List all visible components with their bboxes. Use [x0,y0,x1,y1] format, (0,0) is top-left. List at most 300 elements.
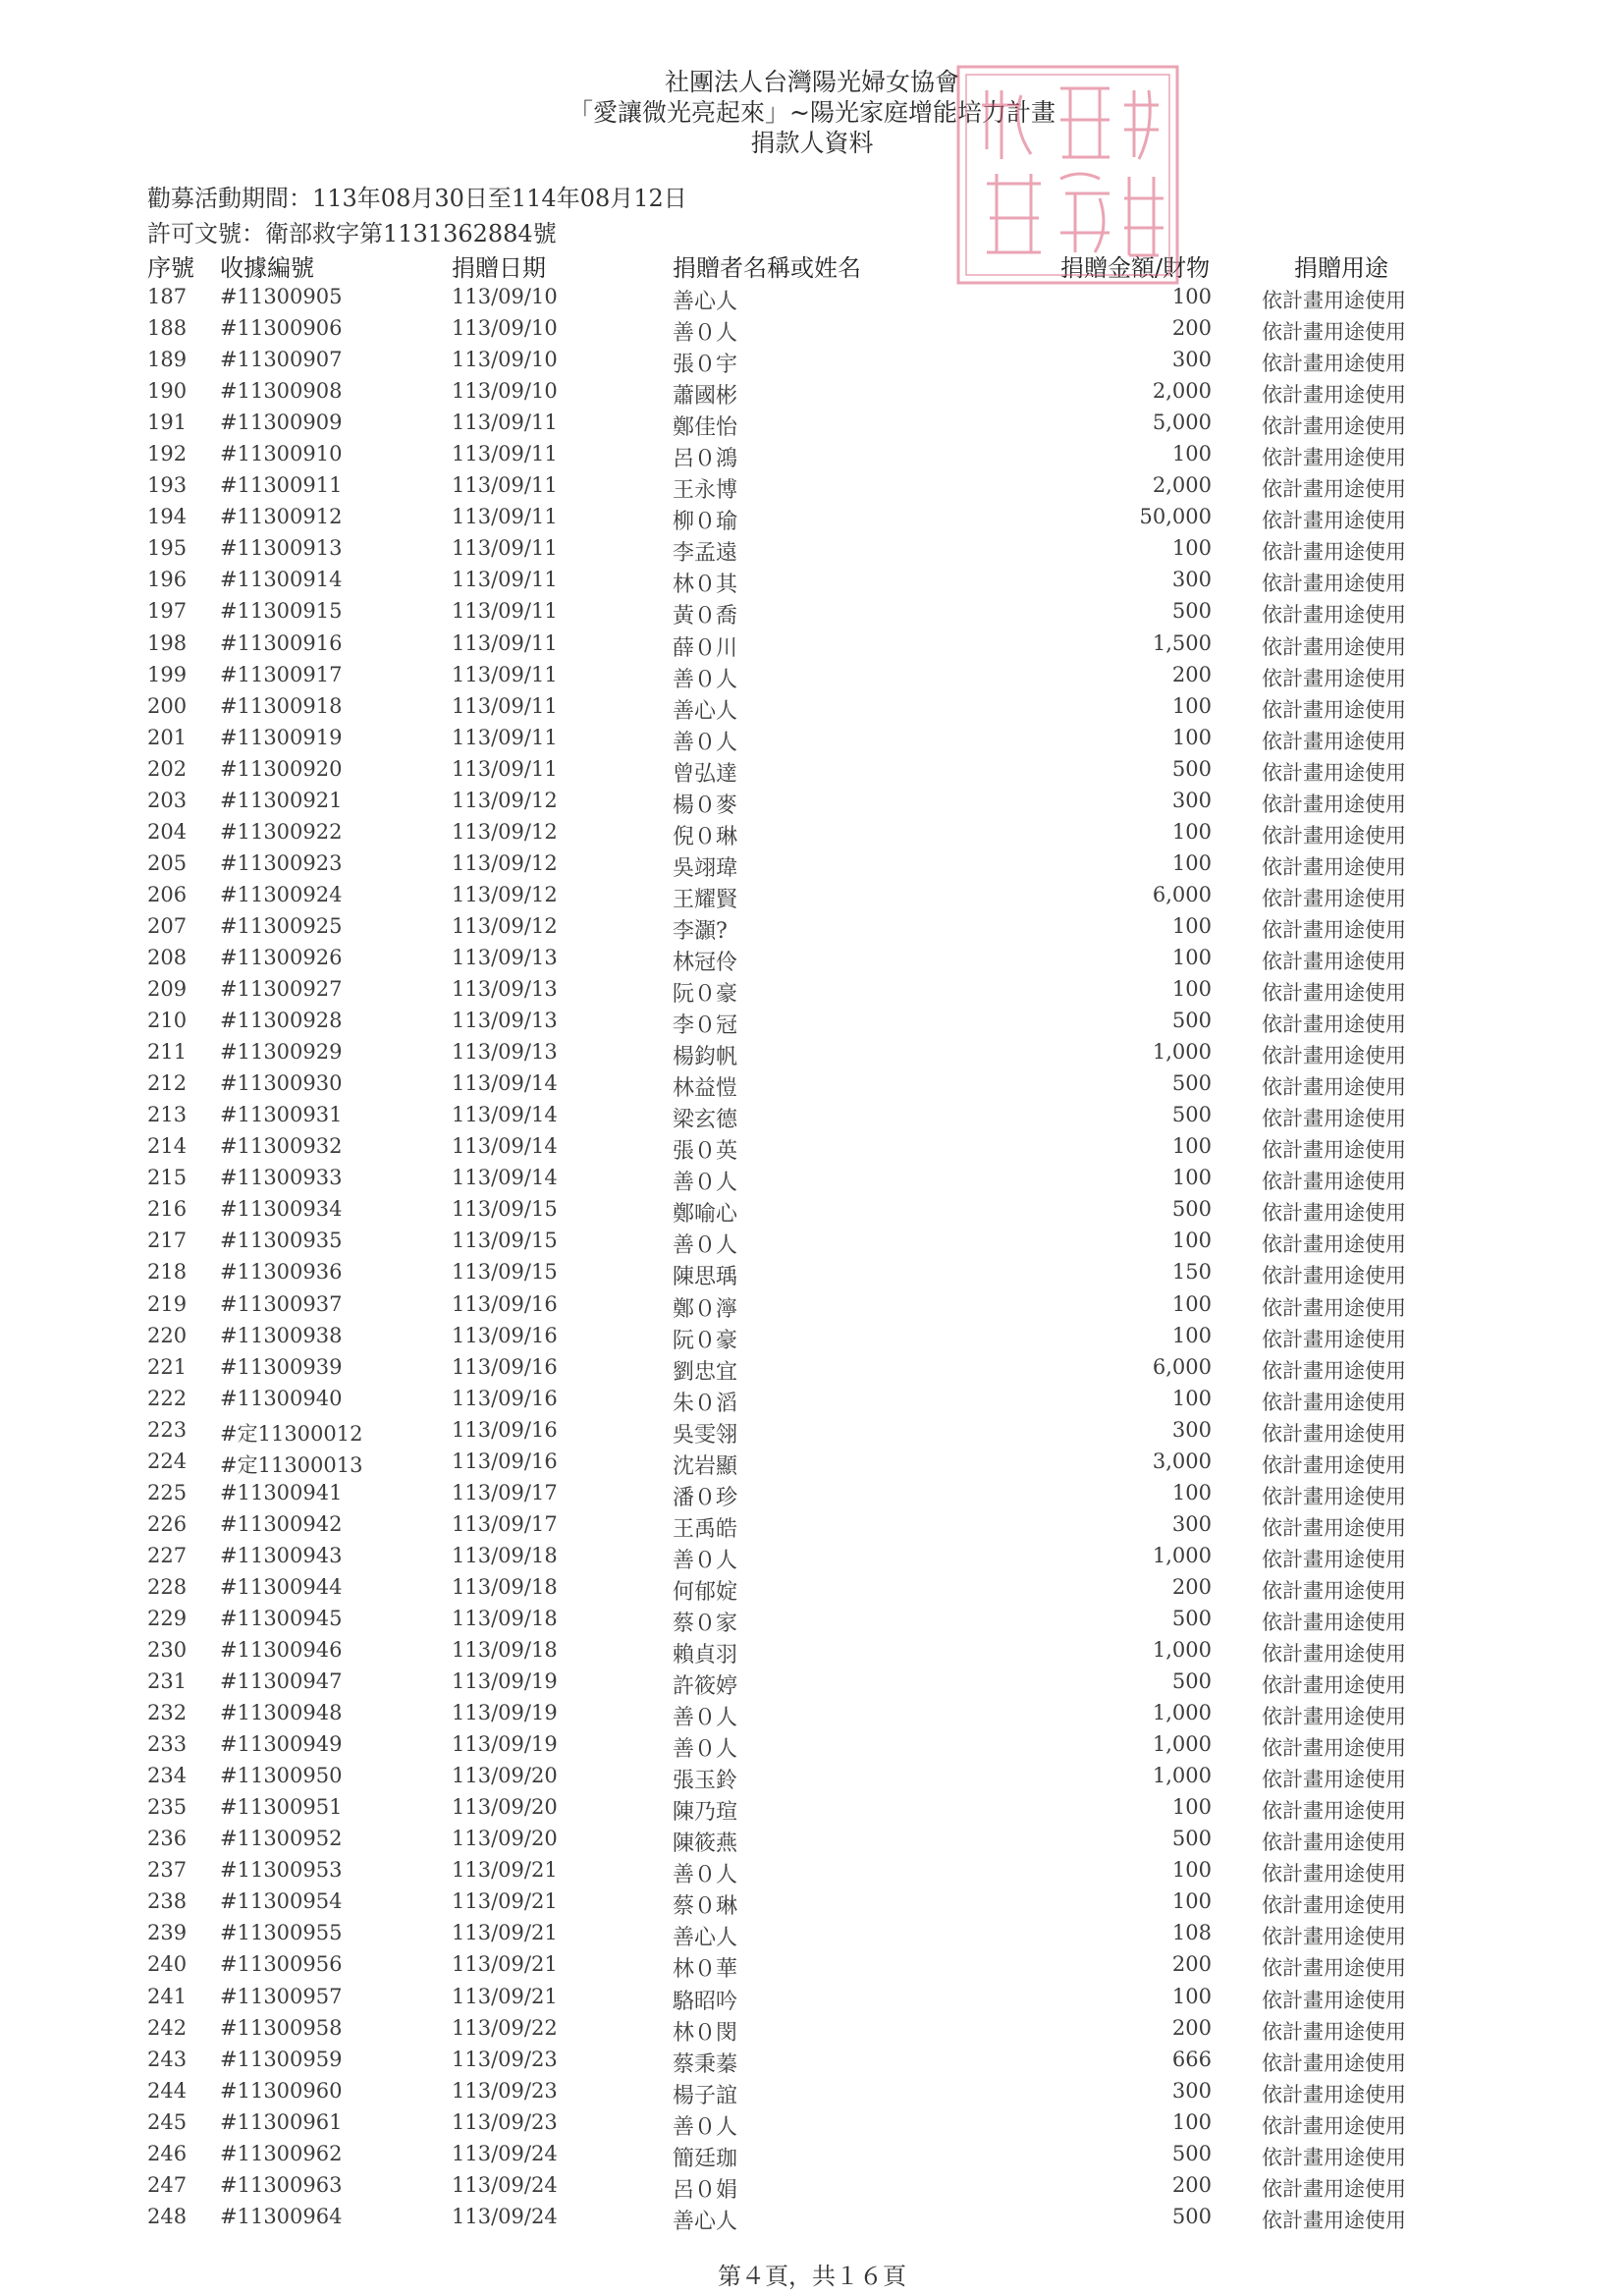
donation-amount-cell: 100 [1171,536,1212,561]
seq-cell: 236 [147,1827,188,1851]
donation-purpose-cell: 依計畫用途使用 [1262,1988,1406,2012]
donation-amount-cell: 6,000 [1152,882,1212,906]
donor-name-cell: 駱昭吟 [673,1989,738,2014]
donation-amount-cell: 100 [1171,1795,1212,1820]
seq-cell: 215 [147,1166,188,1190]
donation-date-cell: 113/09/18 [452,1638,558,1663]
seq-cell: 223 [147,1417,188,1442]
donor-name-cell: 吳翊瑋 [673,855,738,881]
column-header-purpose: 捐贈用途 [1294,254,1388,282]
donor-name-cell: 吳雯翎 [673,1422,738,1448]
donor-name-cell: 善０人 [673,1863,738,1888]
receipt-number-cell: #11300943 [220,1543,343,1567]
donation-amount-cell: 500 [1171,1669,1212,1694]
seq-cell: 204 [147,819,188,844]
donation-purpose-cell: 依計畫用途使用 [1262,1295,1406,1320]
donation-amount-cell: 500 [1171,1827,1212,1851]
table-row [0,1634,1624,1666]
donation-purpose-cell: 依計畫用途使用 [1262,1421,1406,1446]
donation-date-cell: 113/09/12 [452,788,558,812]
donor-name-cell: 善０人 [673,730,738,755]
seq-cell: 197 [147,599,188,624]
table-row [0,375,1624,410]
donor-name-cell: 張０英 [673,1139,738,1165]
donation-date-cell: 113/09/16 [452,1323,558,1347]
table-row [0,816,1624,847]
table-row [0,312,1624,347]
org-name: 社團法人台灣陽光婦女協會 [664,68,959,96]
receipt-number-cell: #11300964 [220,2204,343,2228]
donation-date-cell: 113/09/11 [452,505,558,529]
donation-purpose-cell: 依計畫用途使用 [1262,352,1406,376]
table-row [0,438,1624,472]
donor-name-cell: 楊０麥 [673,793,738,818]
receipt-number-cell: #11300952 [220,1827,343,1851]
donation-date-cell: 113/09/19 [452,1732,558,1757]
table-row [0,1130,1624,1165]
donation-purpose-cell: 依計畫用途使用 [1262,383,1406,408]
receipt-number-cell: #11300912 [220,505,343,529]
donation-date-cell: 113/09/11 [452,410,558,435]
seq-cell: 246 [147,2141,188,2165]
donation-amount-cell: 5,000 [1152,410,1212,435]
donor-name-cell: 善０人 [673,2114,738,2140]
seq-cell: 226 [147,1511,188,1536]
donation-date-cell: 113/09/18 [452,1606,558,1630]
seq-cell: 203 [147,788,188,812]
receipt-number-cell: #11300913 [220,536,343,561]
donor-name-cell: 陳筱燕 [673,1831,738,1857]
donation-purpose-cell: 依計畫用途使用 [1262,2019,1406,2044]
donation-amount-cell: 200 [1171,2172,1212,2197]
donation-amount-cell: 3,000 [1152,1449,1212,1473]
donation-amount-cell: 1,000 [1152,1701,1212,1725]
donation-date-cell: 113/09/24 [452,2141,558,2165]
seq-cell: 231 [147,1669,188,1694]
donor-name-cell: 鄭佳怡 [673,415,738,441]
donation-amount-cell: 200 [1171,1574,1212,1599]
receipt-number-cell: #11300911 [220,473,343,498]
donation-amount-cell: 1,000 [1152,1638,1212,1663]
donor-table-body [0,281,1624,2232]
seq-cell: 228 [147,1574,188,1599]
table-row [0,2169,1624,2201]
table-row [0,1005,1624,1039]
donation-purpose-cell: 依計畫用途使用 [1262,2145,1406,2169]
donation-date-cell: 113/09/11 [452,725,558,749]
donation-purpose-cell: 依計畫用途使用 [1262,320,1406,345]
donation-date-cell: 113/09/12 [452,882,558,906]
receipt-number-cell: #11300947 [220,1669,343,1694]
receipt-number-cell: #11300918 [220,693,343,718]
table-row [0,1854,1624,1886]
donation-amount-cell: 500 [1171,2204,1212,2228]
donation-purpose-cell: 依計畫用途使用 [1262,1893,1406,1918]
donation-amount-cell: 100 [1171,1229,1212,1253]
donation-amount-cell: 100 [1171,725,1212,749]
donation-amount-cell: 300 [1171,1511,1212,1536]
table-row [0,628,1624,659]
column-header-receipt: 收據編號 [220,254,314,282]
table-row [0,1383,1624,1414]
seq-cell: 195 [147,536,188,561]
table-row [0,1666,1624,1700]
donation-purpose-cell: 依計畫用途使用 [1262,1578,1406,1603]
seq-cell: 208 [147,945,188,969]
receipt-number-cell: #11300939 [220,1354,343,1379]
receipt-number-cell: #11300926 [220,945,343,969]
table-row [0,973,1624,1008]
donor-name-cell: 倪０琳 [673,824,738,849]
title-block [0,67,1624,158]
donor-name-cell: 善０人 [673,1233,738,1259]
donation-purpose-cell: 依計畫用途使用 [1262,414,1406,439]
donation-date-cell: 113/09/15 [452,1229,558,1253]
seq-cell: 200 [147,693,188,718]
donation-purpose-cell: 依計畫用途使用 [1262,1107,1406,1131]
donation-amount-cell: 100 [1171,1858,1212,1883]
receipt-number-cell: #11300954 [220,1889,343,1914]
donation-amount-cell: 300 [1171,348,1212,372]
donation-purpose-cell: 依計畫用途使用 [1262,1956,1406,1981]
table-row [0,1728,1624,1763]
receipt-number-cell: #11300920 [220,756,343,781]
donation-amount-cell: 500 [1171,599,1212,624]
table-row [0,595,1624,627]
receipt-number-cell: #11300907 [220,348,343,372]
receipt-number-cell: #11300961 [220,2109,343,2134]
donation-date-cell: 113/09/15 [452,1260,558,1285]
donation-purpose-cell: 依計畫用途使用 [1262,1642,1406,1667]
donation-date-cell: 113/09/16 [452,1417,558,1442]
receipt-number-cell: #11300919 [220,725,343,749]
table-row [0,1603,1624,1634]
donor-name-cell: 蕭國彬 [673,384,738,410]
seq-cell: 210 [147,1009,188,1033]
donation-purpose-cell: 依計畫用途使用 [1262,540,1406,565]
donor-name-cell: 善心人 [673,698,738,724]
table-row [0,2106,1624,2138]
receipt-number-cell: #11300916 [220,630,343,655]
table-row [0,1320,1624,1351]
donation-amount-cell: 1,000 [1152,1764,1212,1788]
donor-name-cell: 善心人 [673,2209,738,2234]
donation-date-cell: 113/09/11 [452,442,558,466]
donation-purpose-cell: 依計畫用途使用 [1262,509,1406,533]
donation-amount-cell: 500 [1171,1009,1212,1033]
donation-date-cell: 113/09/12 [452,819,558,844]
donation-amount-cell: 500 [1171,1197,1212,1222]
donor-name-cell: 鄭喻心 [673,1202,738,1228]
table-row [0,847,1624,879]
table-row [0,1099,1624,1133]
receipt-number-cell: #11300946 [220,1638,343,1663]
seq-cell: 240 [147,1952,188,1977]
donation-amount-cell: 300 [1171,568,1212,592]
donor-name-cell: 沈岩顯 [673,1453,738,1479]
seq-cell: 187 [147,285,188,308]
donor-name-cell: 柳０瑜 [673,510,738,535]
donor-name-cell: 阮０豪 [673,982,738,1008]
donation-amount-cell: 1,000 [1152,1040,1212,1065]
seq-cell: 211 [147,1040,188,1065]
donor-name-cell: 梁玄德 [673,1108,738,1133]
table-row [0,659,1624,690]
receipt-number-cell: #11300955 [220,1921,343,1945]
donor-name-cell: 陳思瑀 [673,1265,738,1290]
receipt-number-cell: #11300930 [220,1071,343,1096]
seq-cell: 214 [147,1134,188,1159]
donor-name-cell: 善０人 [673,1171,738,1196]
receipt-number-cell: #11300958 [220,2015,343,2040]
seq-cell: 218 [147,1260,188,1285]
seq-cell: 238 [147,1889,188,1914]
donation-purpose-cell: 依計畫用途使用 [1262,1012,1406,1037]
seq-cell: 193 [147,473,188,498]
donation-amount-cell: 2,000 [1152,473,1212,498]
seq-cell: 230 [147,1638,188,1663]
donation-date-cell: 113/09/11 [452,662,558,686]
donation-amount-cell: 100 [1171,693,1212,718]
table-row [0,1508,1624,1540]
donation-amount-cell: 100 [1171,945,1212,969]
table-row [0,1948,1624,1983]
table-row [0,1571,1624,1603]
donation-date-cell: 113/09/11 [452,599,558,624]
donation-amount-cell: 100 [1171,1166,1212,1190]
seq-cell: 220 [147,1323,188,1347]
donation-purpose-cell: 依計畫用途使用 [1262,1673,1406,1698]
receipt-number-cell: #11300906 [220,316,343,341]
receipt-number-cell: #11300937 [220,1291,343,1316]
donation-amount-cell: 1,500 [1152,630,1212,655]
donor-name-cell: 何郁婝 [673,1579,738,1605]
donation-purpose-cell: 依計畫用途使用 [1262,1768,1406,1792]
receipt-number-cell: #11300922 [220,819,343,844]
donation-purpose-cell: 依計畫用途使用 [1262,1515,1406,1540]
donor-name-cell: 張玉鈴 [673,1769,738,1794]
receipt-number-cell: #11300925 [220,913,343,938]
donation-purpose-cell: 依計畫用途使用 [1262,697,1406,722]
donation-purpose-cell: 依計畫用途使用 [1262,792,1406,816]
donor-name-cell: 李０冠 [673,1013,738,1039]
seq-cell: 201 [147,725,188,749]
donation-date-cell: 113/09/21 [452,1889,558,1914]
donation-purpose-cell: 依計畫用途使用 [1262,2208,1406,2232]
table-row [0,1288,1624,1320]
donation-amount-cell: 6,000 [1152,1354,1212,1379]
donation-date-cell: 113/09/23 [452,2109,558,2134]
column-header-name: 捐贈者名稱或姓名 [673,254,861,282]
receipt-number-cell: #11300927 [220,977,343,1002]
donation-purpose-cell: 依計畫用途使用 [1262,1610,1406,1634]
table-row [0,1697,1624,1731]
receipt-number-cell: #11300953 [220,1858,343,1883]
donor-name-cell: 朱０滔 [673,1391,738,1416]
receipt-number-cell: #11300929 [220,1040,343,1065]
receipt-number-cell: #11300917 [220,662,343,686]
donor-name-cell: 呂０鴻 [673,447,738,472]
receipt-number-cell: #11300923 [220,850,343,875]
donation-date-cell: 113/09/11 [452,473,558,498]
donor-name-cell: 張０宇 [673,353,738,378]
seq-cell: 245 [147,2109,188,2134]
donation-purpose-cell: 依計畫用途使用 [1262,1201,1406,1226]
donation-date-cell: 113/09/14 [452,1166,558,1190]
donation-date-cell: 113/09/13 [452,1040,558,1065]
table-row [0,1414,1624,1446]
seq-cell: 232 [147,1701,188,1725]
receipt-number-cell: #11300960 [220,2078,343,2103]
donation-amount-cell: 500 [1171,1606,1212,1630]
donation-purpose-cell: 依計畫用途使用 [1262,854,1406,879]
donation-amount-cell: 100 [1171,442,1212,466]
table-row [0,722,1624,753]
receipt-number-cell: #11300951 [220,1795,343,1820]
donation-purpose-cell: 依計畫用途使用 [1262,634,1406,659]
donation-date-cell: 113/09/14 [452,1134,558,1159]
donation-amount-cell: 100 [1171,819,1212,844]
seq-cell: 222 [147,1386,188,1410]
donation-purpose-cell: 依計畫用途使用 [1262,823,1406,847]
table-row [0,1760,1624,1794]
table-row [0,564,1624,598]
donation-purpose-cell: 依計畫用途使用 [1262,446,1406,470]
donation-purpose-cell: 依計畫用途使用 [1262,1327,1406,1351]
receipt-number-cell: #定11300012 [220,1421,363,1446]
seq-cell: 229 [147,1606,188,1630]
donor-name-cell: 善０人 [673,1548,738,1573]
donor-name-cell: 潘０珍 [673,1485,738,1510]
receipt-number-cell: #11300936 [220,1260,343,1285]
donation-date-cell: 113/09/20 [452,1795,558,1820]
donor-name-cell: 許筱婷 [673,1674,738,1700]
donation-purpose-cell: 依計畫用途使用 [1262,2176,1406,2201]
table-row [0,1067,1624,1102]
seq-cell: 212 [147,1071,188,1096]
receipt-number-cell: #11300956 [220,1952,343,1977]
donation-date-cell: 113/09/11 [452,693,558,718]
table-row [0,1917,1624,1951]
donation-amount-cell: 100 [1171,1323,1212,1347]
donation-date-cell: 113/09/10 [452,316,558,341]
seq-cell: 199 [147,662,188,686]
donor-name-cell: 蔡秉蓁 [673,2051,738,2077]
receipt-number-cell: #11300928 [220,1009,343,1033]
seq-cell: 205 [147,850,188,875]
donation-amount-cell: 150 [1171,1260,1212,1285]
receipt-number-cell: #11300934 [220,1197,343,1222]
donation-date-cell: 113/09/10 [452,285,558,308]
donation-amount-cell: 100 [1171,913,1212,938]
table-row [0,1036,1624,1070]
seq-cell: 247 [147,2172,188,2197]
seq-cell: 225 [147,1480,188,1504]
seq-cell: 239 [147,1921,188,1945]
permit-number: 許可文號：衛部救字第1131362884號 [147,220,557,247]
donation-amount-cell: 100 [1171,977,1212,1002]
table-row [0,281,1624,312]
donor-name-cell: 善心人 [673,290,738,314]
receipt-number-cell: #11300950 [220,1764,343,1788]
seq-cell: 189 [147,348,188,372]
donation-amount-cell: 200 [1171,2015,1212,2040]
donation-date-cell: 113/09/10 [452,379,558,404]
table-row [0,2201,1624,2232]
donation-date-cell: 113/09/24 [452,2204,558,2228]
table-row [0,753,1624,785]
donation-date-cell: 113/09/11 [452,536,558,561]
donation-date-cell: 113/09/11 [452,630,558,655]
donation-amount-cell: 200 [1171,662,1212,686]
donor-name-cell: 善０人 [673,1737,738,1763]
donation-amount-cell: 2,000 [1152,379,1212,404]
donor-name-cell: 林益愷 [673,1076,738,1102]
donation-amount-cell: 100 [1171,1984,1212,2008]
donation-date-cell: 113/09/23 [452,2078,558,2103]
receipt-number-cell: #11300938 [220,1323,343,1347]
table-row [0,1193,1624,1228]
receipt-number-cell: #11300933 [220,1166,343,1190]
donation-purpose-cell: 依計畫用途使用 [1262,1075,1406,1100]
receipt-number-cell: #11300948 [220,1701,343,1725]
donor-name-cell: 善心人 [673,1926,738,1951]
donation-purpose-cell: 依計畫用途使用 [1262,572,1406,596]
table-row [0,501,1624,535]
receipt-number-cell: #11300942 [220,1511,343,1536]
donor-name-cell: 善０人 [673,667,738,692]
table-row [0,407,1624,441]
donation-purpose-cell: 依計畫用途使用 [1262,1452,1406,1477]
receipt-number-cell: #11300905 [220,285,343,308]
receipt-number-cell: #定11300013 [220,1452,363,1477]
table-row [0,2012,1624,2044]
column-header-date: 捐贈日期 [452,254,546,282]
donation-purpose-cell: 依計畫用途使用 [1262,1264,1406,1288]
donation-date-cell: 113/09/13 [452,977,558,1002]
receipt-number-cell: #11300921 [220,788,343,812]
donation-amount-cell: 100 [1171,1291,1212,1316]
donation-amount-cell: 200 [1171,316,1212,341]
table-row [0,1477,1624,1508]
donation-date-cell: 113/09/18 [452,1574,558,1599]
donor-name-cell: 善０人 [673,1706,738,1731]
table-row [0,690,1624,722]
donation-amount-cell: 200 [1171,1952,1212,1977]
receipt-number-cell: #11300949 [220,1732,343,1757]
seq-cell: 216 [147,1197,188,1222]
organization-seal-stamp [952,61,1183,289]
table-row [0,2075,1624,2106]
table-row [0,879,1624,910]
seq-cell: 224 [147,1449,188,1473]
donation-date-cell: 113/09/20 [452,1827,558,1851]
donation-amount-cell: 50,000 [1139,505,1212,529]
donation-amount-cell: 100 [1171,285,1212,308]
donation-purpose-cell: 依計畫用途使用 [1262,1390,1406,1414]
table-row [0,785,1624,816]
donation-amount-cell: 666 [1171,2047,1212,2071]
donation-date-cell: 113/09/23 [452,2047,558,2071]
donation-purpose-cell: 依計畫用途使用 [1262,2113,1406,2138]
donor-name-cell: 林０華 [673,1957,738,1983]
donation-date-cell: 113/09/24 [452,2172,558,2197]
seq-cell: 206 [147,882,188,906]
table-row [0,1886,1624,1920]
seq-cell: 188 [147,316,188,341]
seq-cell: 242 [147,2015,188,2040]
donation-purpose-cell: 依計畫用途使用 [1262,2082,1406,2106]
